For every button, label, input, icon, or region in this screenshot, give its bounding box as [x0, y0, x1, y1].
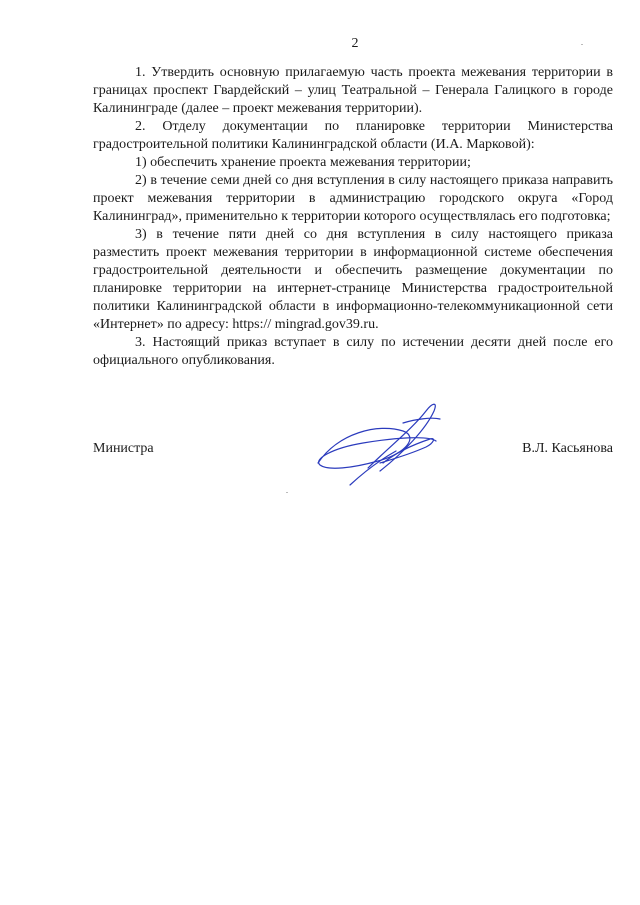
order-body [93, 64, 613, 370]
paragraph-2-item-2: 2) в течение семи дней со дня вступления в силу настоящего приказа направить проект межевания территории в администрацию городского округа «Город Калининград», применительно к территории которого осуществлялась его подготовка; [93, 173, 613, 224]
paragraph-2: 2. Отделу документации по планировке территории Министерства градостроительной политики Калининградской области (И.А. Марковой): [93, 119, 613, 152]
paragraph-2-item-1: 1) обеспечить хранение проекта межевания территории; [135, 155, 471, 170]
paragraph-3: 3. Настоящий приказ вступает в силу по истечении десяти дней после его официального опубликования. [93, 335, 613, 368]
signatory-title: Министра [93, 441, 154, 456]
paragraph-2-item-3: 3) в течение пяти дней со дня вступления в силу настоящего приказа разместить проект межевания территории в информационной системе обеспечения градостроительной деятельности и обеспечить размещение документации по планировке территории на интернет-странице Министерства градостроительной политики Калининградской области в информационно-телекоммуникационной сети «Интернет» по адресу: https:// mingrad.gov39.ru. [93, 227, 613, 332]
scan-speck [581, 44, 583, 45]
scan-speck [286, 492, 288, 493]
signatory-name: В.Л. Касьянова [522, 441, 613, 456]
page-number: 2 [351, 36, 359, 51]
handwritten-signature [308, 393, 448, 493]
paragraph-1: 1. Утвердить основную прилагаемую часть проекта межевания территории в границах проспект Гвардейский – улиц Театральной – Генерала Галицкого в городе Калининграде (далее – проект межевания территории). [93, 65, 613, 116]
